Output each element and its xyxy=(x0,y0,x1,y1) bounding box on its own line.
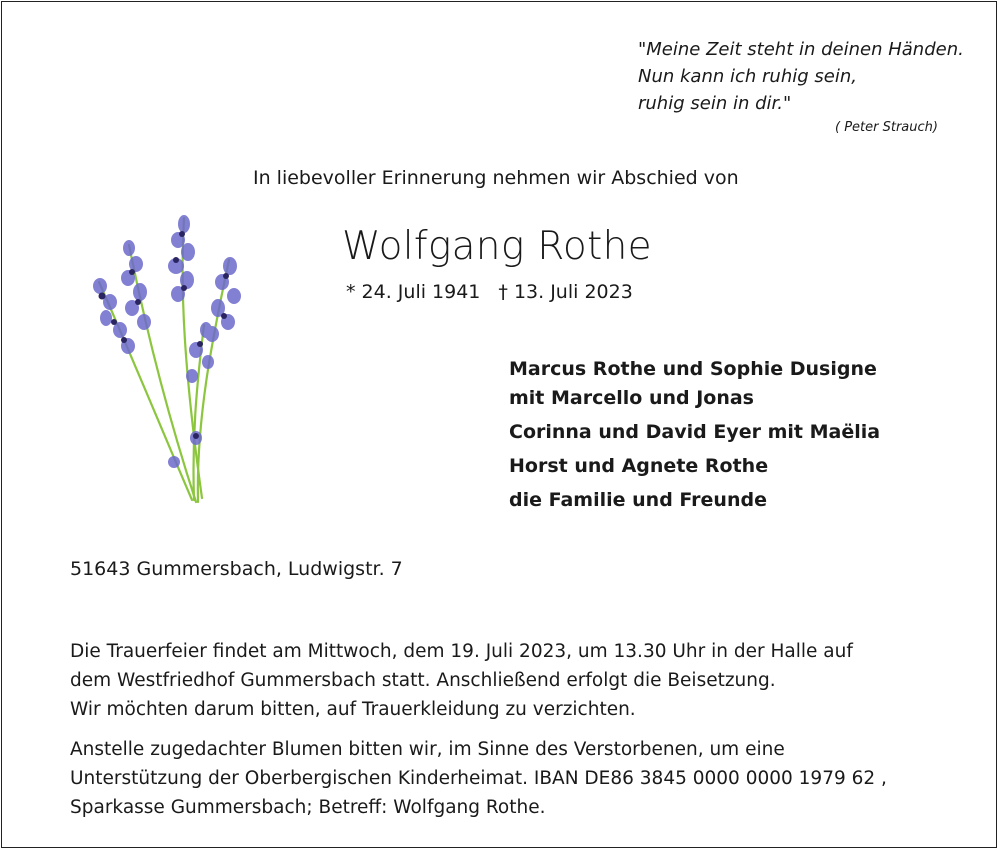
address: 51643 Gummersbach, Ludwigstr. 7 xyxy=(70,558,403,580)
intro-text: In liebevoller Erinnerung nehmen wir Abschied von xyxy=(253,167,739,189)
quote xyxy=(638,36,964,117)
quote-line: ruhig sein in dir." xyxy=(638,93,792,114)
life-dates xyxy=(346,281,633,303)
paragraph-line: Sparkasse Gummersbach; Betreff: Wolfgang Rothe. xyxy=(70,797,546,818)
paragraph-line: Die Trauerfeier findet am Mittwoch, dem 19. Juli 2023, um 13.30 Uhr in der Halle auf xyxy=(70,641,853,662)
mourner-line: die Familie und Freunde xyxy=(509,489,767,511)
mourner-line: Corinna und David Eyer mit Maëlia xyxy=(509,421,881,443)
paragraph-line: Wir möchten darum bitten, auf Trauerkleidung zu verzichten. xyxy=(70,699,636,720)
lavender-illustration xyxy=(84,210,264,510)
mourner-line: Marcus Rothe und Sophie Dusigne xyxy=(509,358,877,380)
mourners-list xyxy=(509,352,880,517)
death-date: † 13. Juli 2023 xyxy=(498,281,633,303)
ceremony-paragraph xyxy=(70,637,853,724)
quote-author: ( Peter Strauch) xyxy=(835,120,938,135)
quote-line: Nun kann ich ruhig sein, xyxy=(638,66,857,87)
quote-line: "Meine Zeit steht in deinen Händen. xyxy=(638,39,964,60)
mourner-line: mit Marcello und Jonas xyxy=(509,387,754,409)
birth-date: * 24. Juli 1941 xyxy=(346,281,481,303)
paragraph-line: dem Westfriedhof Gummersbach statt. Anschließend erfolgt die Beisetzung. xyxy=(70,670,776,691)
paragraph-line: Unterstützung der Oberbergischen Kinderheimat. IBAN DE86 3845 0000 0000 1979 62 , xyxy=(70,768,887,789)
deceased-name: Wolfgang Rothe xyxy=(342,224,652,269)
mourner-line: Horst und Agnete Rothe xyxy=(509,455,769,477)
paragraph-line: Anstelle zugedachter Blumen bitten wir, im Sinne des Verstorbenen, um eine xyxy=(70,739,785,760)
donation-paragraph xyxy=(70,735,887,822)
